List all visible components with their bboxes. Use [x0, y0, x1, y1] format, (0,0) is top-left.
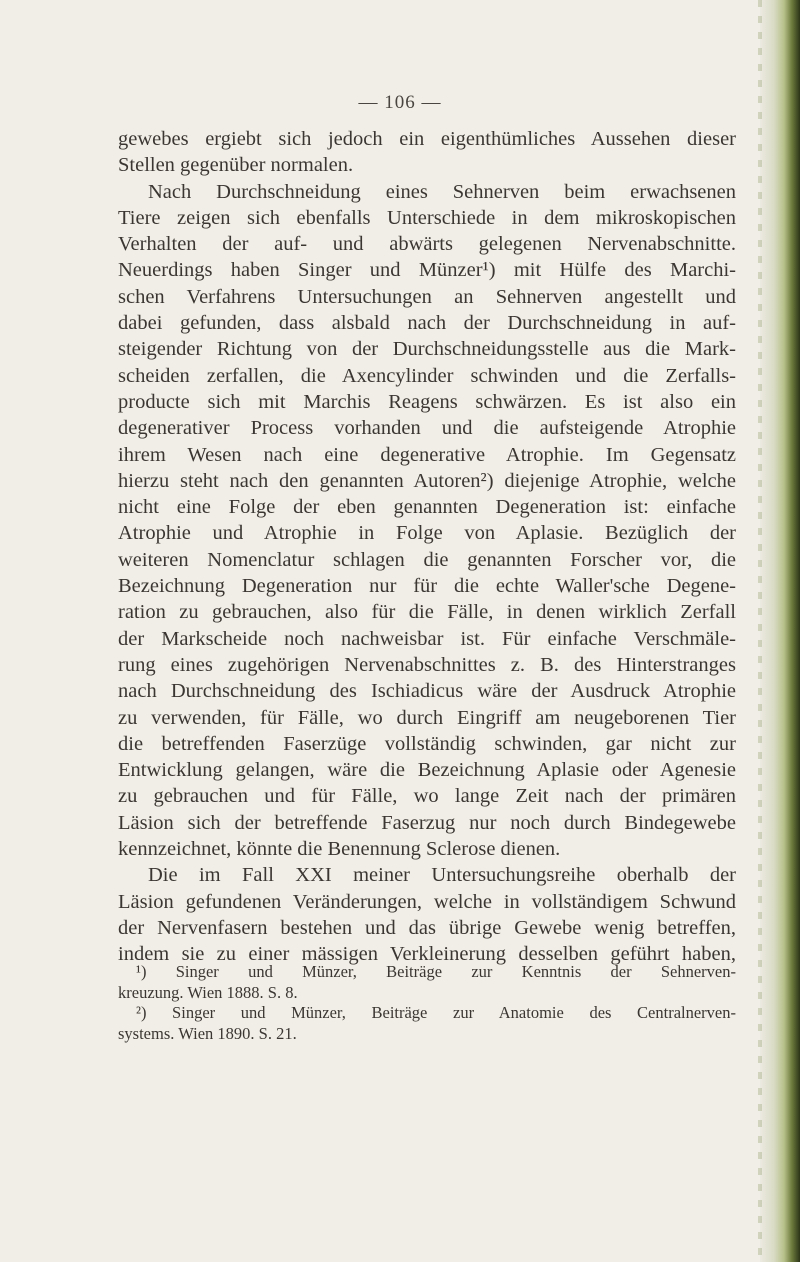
footnote-line: ²) Singer und Münzer, Beiträge zur Anatomie des Centralnerven-: [136, 1003, 736, 1022]
text-line: nach Durchschneidung des Ischiadicus wäre der Ausdruck Atrophie: [118, 680, 736, 703]
text-line: Tiere zeigen sich ebenfalls Unterschiede in dem mikroskopischen: [118, 206, 736, 229]
text-line: indem sie zu einer mässigen Verkleinerung desselben geführt haben,: [118, 943, 736, 966]
text-line: degenerativer Process vorhanden und die aufsteigende Atrophie: [118, 417, 736, 440]
text-line: Neuerdings haben Singer und Münzer¹) mit Hülfe des Marchi-: [118, 259, 736, 282]
text-line: zu verwenden, für Fälle, wo durch Eingriff am neugeborenen Tier: [118, 706, 736, 729]
text-line: Die im Fall XXI meiner Untersuchungsreihe oberhalb der: [148, 864, 736, 887]
text-line: die betreffenden Faserzüge vollständig schwinden, gar nicht zur: [118, 732, 736, 755]
text-line: scheiden zerfallen, die Axencylinder schwinden und die Zerfalls-: [118, 364, 736, 387]
text-line: Bezeichnung Degeneration nur für die echte Waller'sche Degene-: [118, 575, 736, 598]
text-line: der Markscheide noch nachweisbar ist. Für einfache Verschmäle-: [118, 627, 736, 650]
text-line: Läsion sich der betreffende Faserzug nur noch durch Bindegewebe: [118, 811, 736, 834]
text-line: steigender Richtung von der Durchschneidungsstelle aus die Mark-: [118, 338, 736, 361]
footnotes: [118, 962, 736, 1044]
text-line: Nach Durchschneidung eines Sehnerven beim erwachsenen: [148, 180, 736, 203]
text-line: dabei gefunden, dass alsbald nach der Durchschneidung in auf-: [118, 312, 736, 335]
text-line: ration zu gebrauchen, also für die Fälle, in denen wirklich Zerfall: [118, 601, 736, 624]
text-line: kennzeichnet, könnte die Benennung Sclerose dienen.: [118, 838, 561, 861]
text-line: Verhalten der auf- und abwärts gelegenen Nervenabschnitte.: [118, 233, 736, 256]
text-line: schen Verfahrens Untersuchungen an Sehnerven angestellt und: [118, 285, 736, 308]
text-line: der Nervenfasern bestehen und das übrige Gewebe wenig betreffen,: [118, 916, 736, 939]
body-text: [118, 126, 736, 968]
text-line: Entwicklung gelangen, wäre die Bezeichnung Aplasie oder Agenesie: [118, 759, 736, 782]
page-edge-shadow: [760, 0, 800, 1262]
text-line: nicht eine Folge der eben genannten Degeneration ist: einfache: [118, 496, 736, 519]
page-number-header: — 106 —: [358, 92, 442, 113]
text-line: gewebes ergiebt sich jedoch ein eigenthümliches Aussehen dieser: [118, 128, 736, 150]
text-line: hierzu steht nach den genannten Autoren²) diejenige Atrophie, welche: [118, 469, 736, 492]
text-line: producte sich mit Marchis Reagens schwärzen. Es ist also ein: [118, 390, 736, 413]
footnote-line: ¹) Singer und Münzer, Beiträge zur Kenntnis der Sehnerven-: [136, 962, 736, 981]
text-line: zu gebrauchen und für Fälle, wo lange Zeit nach der primären: [118, 785, 736, 808]
text-line: Stellen gegenüber normalen.: [118, 154, 354, 177]
text-line: rung eines zugehörigen Nervenabschnittes z. B. des Hinterstranges: [118, 653, 736, 676]
text-line: ihrem Wesen nach eine degenerative Atrophie. Im Gegensatz: [118, 443, 736, 466]
text-line: Atrophie und Atrophie in Folge von Aplasie. Bezüglich der: [118, 522, 736, 545]
page-edge-fringe: [758, 0, 762, 1262]
footnote-line: systems. Wien 1890. S. 21.: [118, 1023, 297, 1043]
text-line: Läsion gefundenen Veränderungen, welche in vollständigem Schwund: [118, 890, 736, 913]
text-line: weiteren Nomenclatur schlagen die genannten Forscher vor, die: [118, 548, 736, 571]
footnote-line: kreuzung. Wien 1888. S. 8.: [118, 982, 298, 1002]
